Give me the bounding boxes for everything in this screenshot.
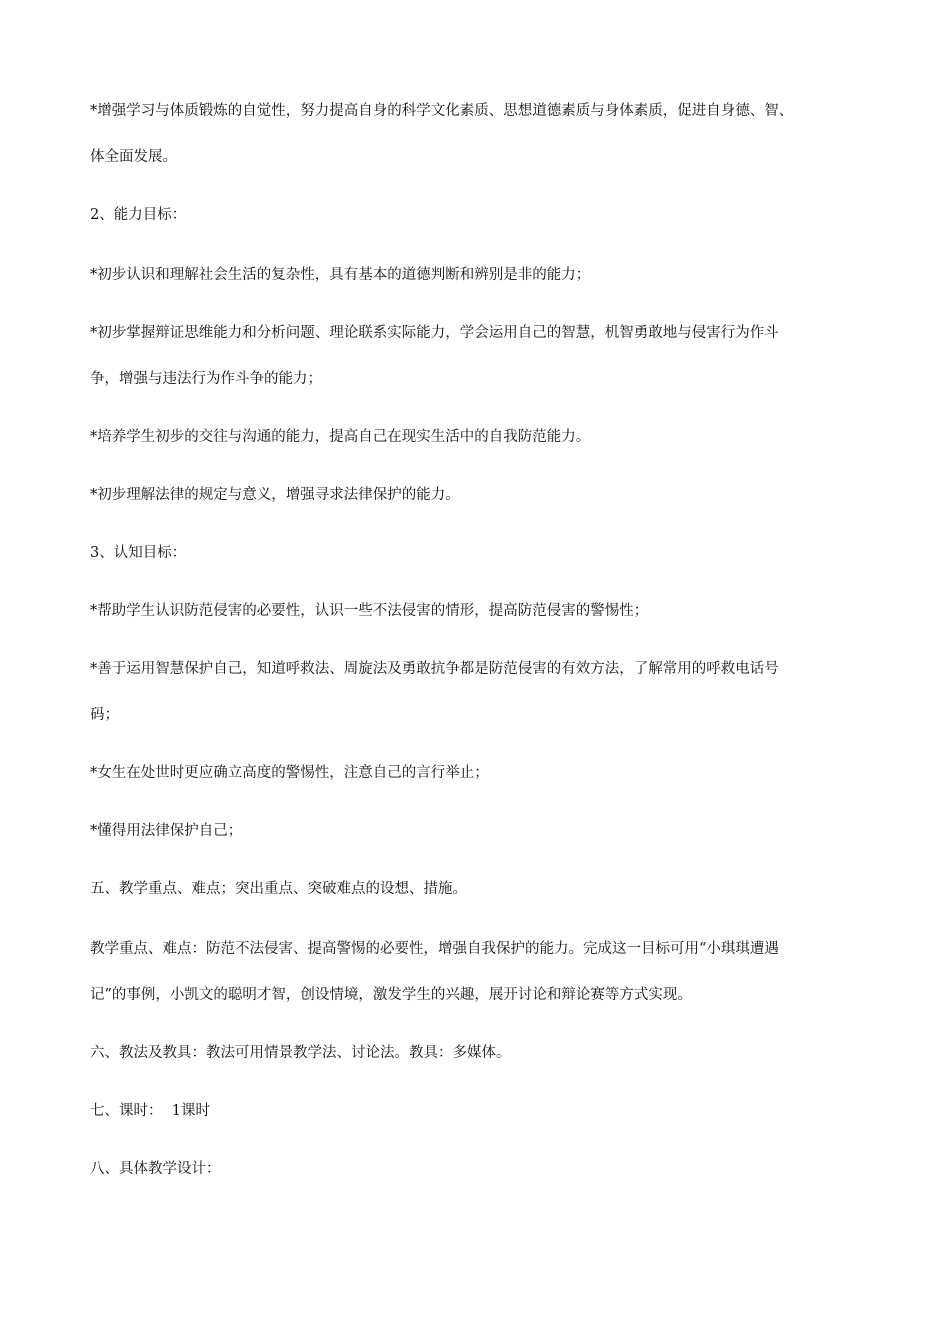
heading-text: 3、认知目标：	[90, 545, 187, 561]
heading-text: 六、教法及教具：教法可用情景教学法、讨论法。教具：多媒体。	[90, 1045, 511, 1061]
paragraph-line: 记”的事例，小凯文的聪明才智，创设情境，激发学生的兴趣，展开讨论和辩论赛等方式实现。	[90, 987, 692, 1003]
paragraph-line: *女生在处世时更应确立高度的警惕性，注意自己的言行举止；	[90, 765, 489, 781]
heading-teaching-design	[90, 1146, 860, 1192]
heading-text: 八、具体教学设计：	[90, 1161, 221, 1177]
paragraph-line: *初步认识和理解社会生活的复杂性，具有基本的道德判断和辨别是非的能力；	[90, 267, 591, 283]
paragraph-line: *帮助学生认识防范侵害的必要性，认识一些不法侵害的情形，提高防范侵害的警惕性；	[90, 603, 649, 619]
heading-text: 2、能力目标：	[90, 207, 187, 223]
paragraph-ability-2	[90, 310, 860, 402]
paragraph-ability-3	[90, 414, 860, 460]
paragraph-line: *增强学习与体质锻炼的自觉性，努力提高自身的科学文化素质、思想道德素质与身体素质，促进自身德、智、	[90, 103, 794, 119]
paragraph-key-points	[90, 926, 860, 1018]
paragraph-line: *善于运用智慧保护自己，知道呼救法、周旋法及勇敢抗争都是防范侵害的有效方法，了解常用的呼救电话号	[90, 661, 779, 677]
paragraph-line: 教学重点、难点：防范不法侵害、提高警惕的必要性，增强自我保护的能力。完成这一目标可用“小琪琪遭遇	[90, 941, 779, 957]
paragraph-ability-1	[90, 252, 860, 298]
paragraph-cognitive-2	[90, 646, 860, 738]
paragraph-line: *懂得用法律保护自己；	[90, 823, 243, 839]
paragraph-line: 争，增强与违法行为作斗争的能力；	[90, 371, 322, 387]
paragraph-line: *培养学生初步的交往与沟通的能力，提高自己在现实生活中的自我防范能力。	[90, 429, 591, 445]
heading-text: 五、教学重点、难点；突出重点、突破难点的设想、措施。	[90, 881, 467, 897]
paragraph-cognitive-4	[90, 808, 860, 854]
paragraph-line: *初步掌握辩证思维能力和分析问题、理论联系实际能力，学会运用自己的智慧，机智勇敢地与侵害行为作斗	[90, 325, 779, 341]
paragraph-ability-4	[90, 472, 860, 518]
heading-key-points	[90, 866, 860, 912]
heading-class-hours	[90, 1088, 860, 1134]
paragraph-line: 体全面发展。	[90, 149, 177, 165]
heading-cognitive-goals	[90, 530, 860, 576]
heading-ability-goals	[90, 192, 860, 238]
paragraph-quality-goal	[90, 88, 860, 180]
paragraph-line: *初步理解法律的规定与意义，增强寻求法律保护的能力。	[90, 487, 460, 503]
paragraph-cognitive-3	[90, 750, 860, 796]
paragraph-line: 码；	[90, 707, 119, 723]
paragraph-cognitive-1	[90, 588, 860, 634]
heading-text: 七、课时： 1课时	[90, 1103, 210, 1119]
heading-teaching-methods	[90, 1030, 860, 1076]
